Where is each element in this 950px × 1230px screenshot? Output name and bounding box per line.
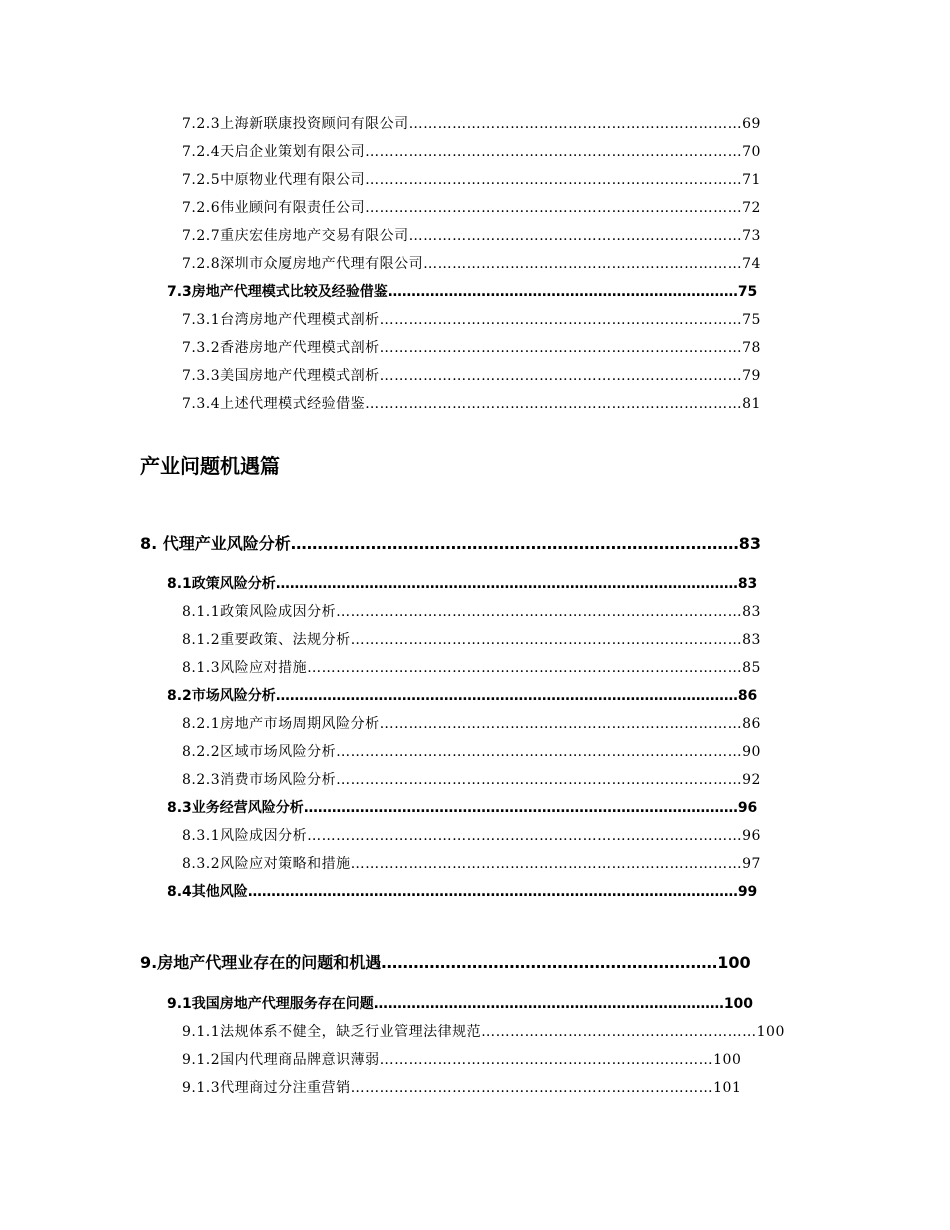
toc-entry-title: 9.房地产代理业存在的问题和机遇 xyxy=(140,953,382,972)
toc-entry-page: 71 xyxy=(742,172,761,188)
toc-entry[interactable] xyxy=(167,573,757,593)
toc-leader-dots: ………………………………………………………………… xyxy=(387,284,738,300)
toc-entry-page: 100 xyxy=(723,996,754,1012)
toc-entry[interactable] xyxy=(182,225,761,245)
toc-entry[interactable] xyxy=(182,825,761,845)
toc-entry-page: 100 xyxy=(717,953,751,972)
toc-entry-title: 7.2.8深圳市众厦房地产代理有限公司 xyxy=(182,256,424,272)
toc-entry-title: 9.1.1法规体系不健全，缺乏行业管理法律规范 xyxy=(182,1024,482,1040)
toc-entry-title: 8.2.1房地产市场周期风险分析 xyxy=(182,716,380,732)
toc-entry[interactable] xyxy=(182,393,761,413)
toc-leader-dots: ………………………………………………………………… xyxy=(379,716,743,732)
toc-entry[interactable] xyxy=(140,531,761,554)
toc-entry-title: 7.3房地产代理模式比较及经验借鉴 xyxy=(167,284,388,300)
toc-entry-title: 8.1.1政策风险成因分析 xyxy=(182,604,337,620)
toc-entry-page: 81 xyxy=(742,396,761,412)
toc-entry[interactable] xyxy=(182,657,761,677)
toc-entry-page: 86 xyxy=(737,688,758,704)
toc-leader-dots: ……………………………………………………………………… xyxy=(350,856,743,872)
toc-leader-dots: …………………………………………………………………… xyxy=(365,144,743,160)
toc-entry[interactable] xyxy=(182,601,761,621)
toc-entry-page: 99 xyxy=(737,884,758,900)
toc-leader-dots: …………………………………………………………………… xyxy=(365,396,743,412)
toc-entry-page: 83 xyxy=(738,534,762,553)
toc-entry-title: 7.2.5中原物业代理有限公司 xyxy=(182,172,366,188)
toc-leader-dots: ………………………………………………………………… xyxy=(379,368,743,384)
toc-entry-title: 8.1.2重要政策、法规分析 xyxy=(182,632,351,648)
toc-entry[interactable] xyxy=(182,253,761,273)
toc-entry-page: 72 xyxy=(742,200,761,216)
toc-entry-title: 8. 代理产业风险分析 xyxy=(140,534,291,553)
toc-entry-page: 85 xyxy=(742,660,761,676)
toc-entry[interactable] xyxy=(182,629,761,649)
toc-entry-title: 8.1政策风险分析 xyxy=(167,576,276,592)
toc-entry-page: 75 xyxy=(737,284,758,300)
toc-leader-dots: ……………………………………………………………………… xyxy=(350,632,743,648)
toc-entry[interactable] xyxy=(182,713,761,733)
toc-entry[interactable] xyxy=(182,365,761,385)
toc-entry-page: 83 xyxy=(742,604,761,620)
toc-leader-dots: ………………………………………………………………… xyxy=(379,312,743,328)
toc-leader-dots: ………………………………………………………………………… xyxy=(336,744,743,760)
toc-leader-dots: ………………………………………………………… xyxy=(423,256,743,272)
toc-entry[interactable] xyxy=(167,685,757,705)
toc-entry-page: 78 xyxy=(742,340,761,356)
toc-entry-title: 7.3.2香港房地产代理模式剖析 xyxy=(182,340,380,356)
toc-leader-dots: …………………………………………………………………… xyxy=(365,200,743,216)
toc-entry-page: 74 xyxy=(742,256,761,272)
toc-entry-title: 9.1.2国内代理商品牌意识薄弱 xyxy=(182,1052,380,1068)
toc-leader-dots: …………………………………………………………………… xyxy=(365,172,743,188)
toc-leader-dots: …………………………………………………………… xyxy=(408,116,743,132)
toc-leader-dots: ……………………………………………………………………………………… xyxy=(275,688,738,704)
toc-leader-dots: ………………………………………………… xyxy=(481,1024,757,1040)
toc-entry[interactable] xyxy=(182,1049,741,1069)
toc-entry-title: 7.2.6伟业顾问有限责任公司 xyxy=(182,200,366,216)
toc-entry[interactable] xyxy=(167,797,757,817)
toc-entry-page: 96 xyxy=(742,828,761,844)
toc-entry-title: 9.1我国房地产代理服务存在问题 xyxy=(167,996,374,1012)
toc-entry-page: 100 xyxy=(713,1052,742,1068)
toc-entry-title: 7.2.3上海新联康投资顾问有限公司 xyxy=(182,116,409,132)
toc-leader-dots: …………………………………………………………… xyxy=(379,1052,714,1068)
toc-entry-title: 8.1.3风险应对措施 xyxy=(182,660,308,676)
toc-entry[interactable] xyxy=(167,993,753,1013)
toc-entry[interactable] xyxy=(182,141,761,161)
toc-entry-page: 83 xyxy=(737,576,758,592)
toc-leader-dots: ………………………………………………………………………… xyxy=(336,772,743,788)
toc-entry-page: 83 xyxy=(742,632,761,648)
toc-entry-title: 8.2.3消费市场风险分析 xyxy=(182,772,337,788)
toc-leader-dots: ………………………………………………………………… xyxy=(350,1080,714,1096)
toc-entry[interactable] xyxy=(167,881,757,901)
toc-entry[interactable] xyxy=(167,281,757,301)
toc-entry-title: 8.4其他风险 xyxy=(167,884,248,900)
part-heading: 产业问题机遇篇 xyxy=(140,454,280,478)
toc-entry-page: 92 xyxy=(742,772,761,788)
toc-entry-page: 73 xyxy=(742,228,761,244)
toc-entry-title: 8.2.2区域市场风险分析 xyxy=(182,744,337,760)
toc-leader-dots: ……………………………………………………… xyxy=(381,953,718,972)
toc-entry[interactable] xyxy=(182,853,761,873)
toc-leader-dots: ………………………………………………………………………… xyxy=(336,604,743,620)
toc-leader-dots: …………………………………………………………… xyxy=(408,228,743,244)
toc-entry-page: 75 xyxy=(742,312,761,328)
toc-entry-page: 86 xyxy=(742,716,761,732)
toc-entry[interactable] xyxy=(182,741,761,761)
toc-entry-page: 96 xyxy=(737,800,758,816)
toc-entry-title: 7.3.1台湾房地产代理模式剖析 xyxy=(182,312,380,328)
toc-leader-dots: ………………………………………………………………… xyxy=(373,996,724,1012)
toc-entry-page: 100 xyxy=(756,1024,785,1040)
toc-entry-page: 101 xyxy=(713,1080,742,1096)
toc-entry-page: 70 xyxy=(742,144,761,160)
toc-leader-dots: ……………………………………………………………………………… xyxy=(307,828,743,844)
toc-entry[interactable] xyxy=(182,113,761,133)
toc-entry-title: 8.3.1风险成因分析 xyxy=(182,828,308,844)
toc-entry-page: 69 xyxy=(742,116,761,132)
toc-entry-title: 7.3.4上述代理模式经验借鉴 xyxy=(182,396,366,412)
toc-leader-dots: ……………………………………………………………………………………… xyxy=(275,576,738,592)
toc-entry[interactable] xyxy=(182,1077,741,1097)
toc-entry[interactable] xyxy=(182,169,761,189)
toc-entry[interactable] xyxy=(140,950,751,973)
toc-entry-title: 7.2.7重庆宏佳房地产交易有限公司 xyxy=(182,228,409,244)
toc-entry[interactable] xyxy=(182,337,761,357)
toc-leader-dots: ……………………………………………………………………………… xyxy=(307,660,743,676)
toc-entry-page: 90 xyxy=(742,744,761,760)
toc-entry-page: 79 xyxy=(742,368,761,384)
toc-entry[interactable] xyxy=(182,1021,785,1041)
toc-entry[interactable] xyxy=(182,769,761,789)
toc-entry[interactable] xyxy=(182,309,761,329)
toc-leader-dots: …………………………………………………………………………………………… xyxy=(247,884,738,900)
toc-entry-title: 7.3.3美国房地产代理模式剖析 xyxy=(182,368,380,384)
toc-leader-dots: ………………………………………………………………………………… xyxy=(303,800,738,816)
toc-entry[interactable] xyxy=(182,197,761,217)
toc-entry-title: 7.2.4天启企业策划有限公司 xyxy=(182,144,366,160)
toc-entry-title: 9.1.3代理商过分注重营销 xyxy=(182,1080,351,1096)
toc-entry-page: 97 xyxy=(742,856,761,872)
toc-entry-title: 8.3.2风险应对策略和措施 xyxy=(182,856,351,872)
toc-entry-title: 8.2市场风险分析 xyxy=(167,688,276,704)
toc-entry-title: 8.3业务经营风险分析 xyxy=(167,800,304,816)
toc-leader-dots: ………………………………………………………………………… xyxy=(290,534,739,553)
toc-leader-dots: ………………………………………………………………… xyxy=(379,340,743,356)
